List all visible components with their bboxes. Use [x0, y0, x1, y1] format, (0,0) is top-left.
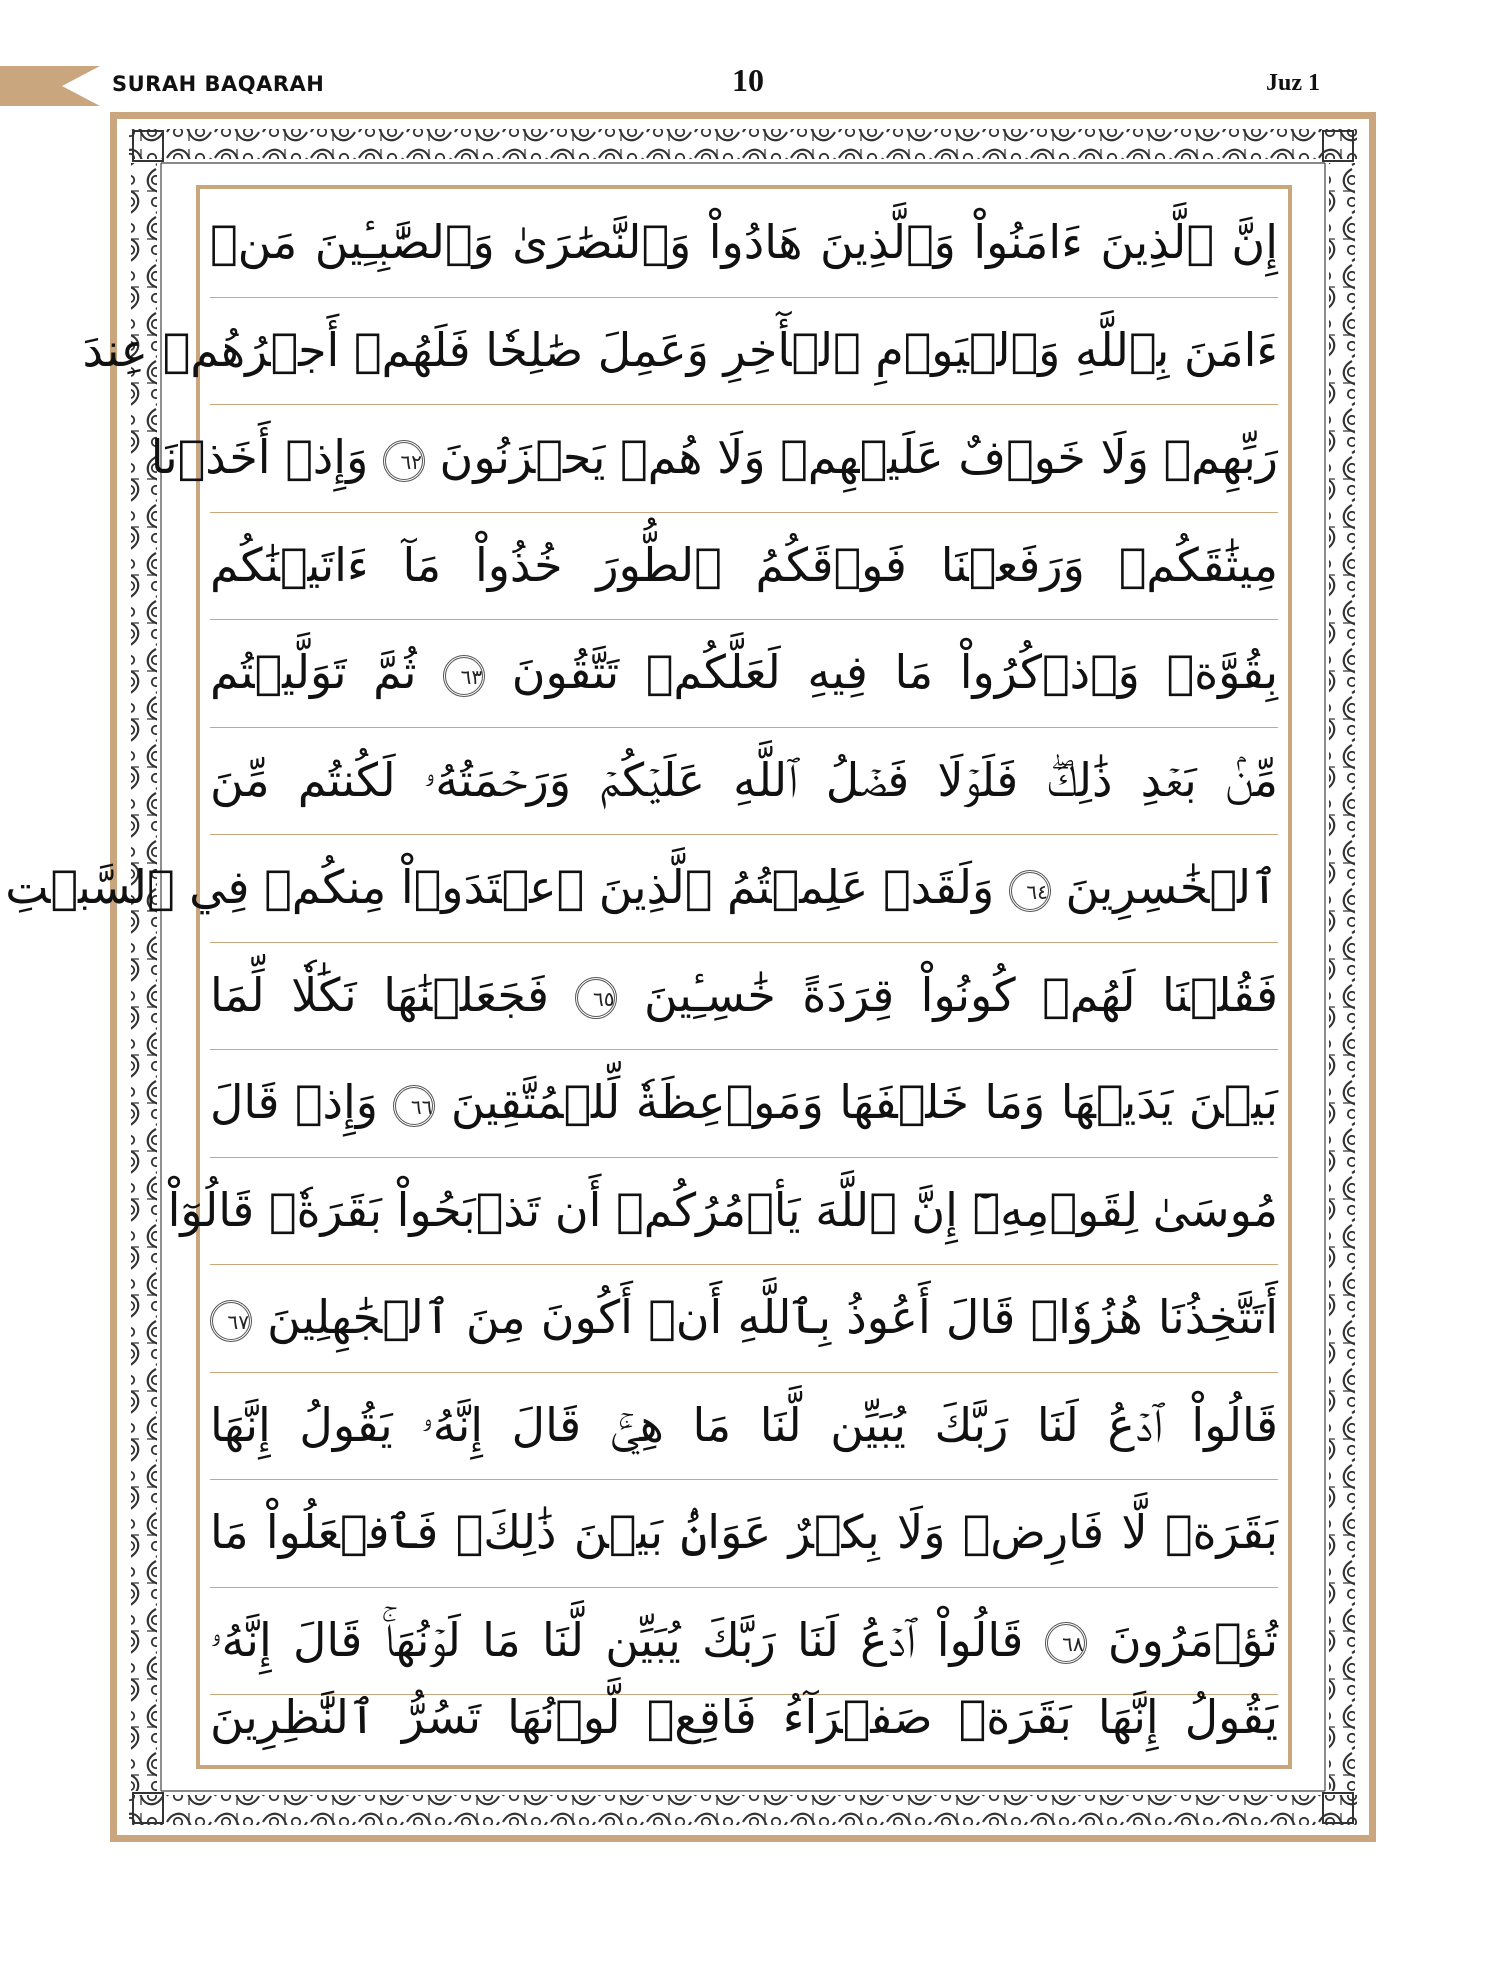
text-line: مُوسَىٰ لِقَوۡمِهِۦٓ إِنَّ ٱللَّهَ يَأۡمُرُكُمۡ أَن تَذۡبَحُواْ بَقَرَةٗۖ قَالُوٓاْ	[167, 1182, 1278, 1237]
ayah-number-marker: ٦٣	[443, 655, 485, 697]
ayah-number-marker: ٦٦	[393, 1085, 435, 1127]
text-line: إِنَّ ٱلَّذِينَ ءَامَنُواْ وَٱلَّذِينَ هَادُواْ وَٱلنَّصَٰرَىٰ وَٱلصَّٰبِـِٔينَ مَنۡ	[210, 215, 1278, 269]
text-line: بَيۡنَ يَدَيۡهَا وَمَا خَلۡفَهَا وَمَوۡعِظَةٗ لِّلۡمُتَّقِينَ ٦٦ وَإِذۡ قَالَ	[210, 1075, 1279, 1129]
text-line: قَالُواْ ٱدۡعُ لَنَا رَبَّكَ يُبَيِّن لَّنَا مَا هِيَۚ قَالَ إِنَّهُۥ يَقُولُ إِنَّهَا	[210, 1397, 1278, 1452]
text-line: بِقُوَّةٖ وَٱذۡكُرُواْ مَا فِيهِ لَعَلَّكُمۡ تَتَّقُونَ ٦٣ ثُمَّ تَوَلَّيۡتُم	[210, 645, 1279, 699]
ayah-number-marker: ٦٧	[210, 1300, 252, 1342]
ayah-number-marker: ٦٥	[575, 977, 617, 1019]
page-number: 10	[732, 62, 764, 98]
text-line: ٱلۡخَٰسِرِينَ ٦٤ وَلَقَدۡ عَلِمۡتُمُ ٱلَّذِينَ ٱعۡتَدَوۡاْ مِنكُمۡ فِي ٱلسَّبۡتِ	[5, 860, 1278, 914]
text-line: رَبِّهِمۡ وَلَا خَوۡفٌ عَلَيۡهِمۡ وَلَا هُمۡ يَحۡزَنُونَ ٦٢ وَإِذۡ أَخَذۡنَا	[150, 430, 1278, 484]
text-line: مِّنۢ بَعۡدِ ذَٰلِكَۖ فَلَوۡلَا فَضۡلُ ٱللَّهِ عَلَيۡكُمۡ وَرَحۡمَتُهُۥ لَكُنتُم مِّنَ	[210, 752, 1278, 807]
text-line: ءَامَنَ بِٱللَّهِ وَٱلۡيَوۡمِ ٱلۡأٓخِرِ وَعَمِلَ صَٰلِحٗا فَلَهُمۡ أَجۡرُهُمۡ عِندَ	[82, 322, 1278, 377]
text-line: فَقُلۡنَا لَهُمۡ كُونُواْ قِرَدَةً خَٰسِـِٔينَ ٦٥ فَجَعَلۡنَٰهَا نَكَٰلٗا لِّمَا	[210, 967, 1278, 1022]
quran-text-panel	[5, 185, 1292, 1769]
surah-name: SURAH BAQARAH	[112, 72, 325, 96]
text-line: أَتَتَّخِذُنَا هُزُوٗاۖ قَالَ أَعُوذُ بِٱللَّهِ أَنۡ أَكُونَ مِنَ ٱلۡجَٰهِلِينَ ٦٧	[210, 1264, 1278, 1372]
text-line: بَقَرَةٞ لَّا فَارِضٞ وَلَا بِكۡرٌ عَوَانُۢ بَيۡنَ ذَٰلِكَۖ فَٱفۡعَلُواْ مَا	[210, 1505, 1278, 1559]
ayah-number-marker: ٦٨	[1045, 1622, 1087, 1664]
juz-label: Juz 1	[1266, 70, 1320, 96]
text-line: مِيثَٰقَكُمۡ وَرَفَعۡنَا فَوۡقَكُمُ ٱلطُّورَ خُذُواْ مَآ ءَاتَيۡنَٰكُم	[210, 537, 1278, 592]
page-header	[0, 0, 1496, 110]
ayah-number-marker: ٦٢	[383, 440, 425, 482]
ayah-number-marker: ٦٤	[1009, 870, 1051, 912]
page-frame	[5, 112, 1376, 1842]
text-line: يَقُولُ إِنَّهَا بَقَرَةٞ صَفۡرَآءُ فَاقِعٞ لَّوۡنُهَا تَسُرُّ ٱلنَّٰظِرِينَ	[210, 1690, 1278, 1744]
text-line: تُؤۡمَرُونَ ٦٨ قَالُواْ ٱدۡعُ لَنَا رَبَّكَ يُبَيِّن لَّنَا مَا لَوۡنُهَاۚ قَالَ إِنَّهُۥ	[210, 1612, 1278, 1667]
